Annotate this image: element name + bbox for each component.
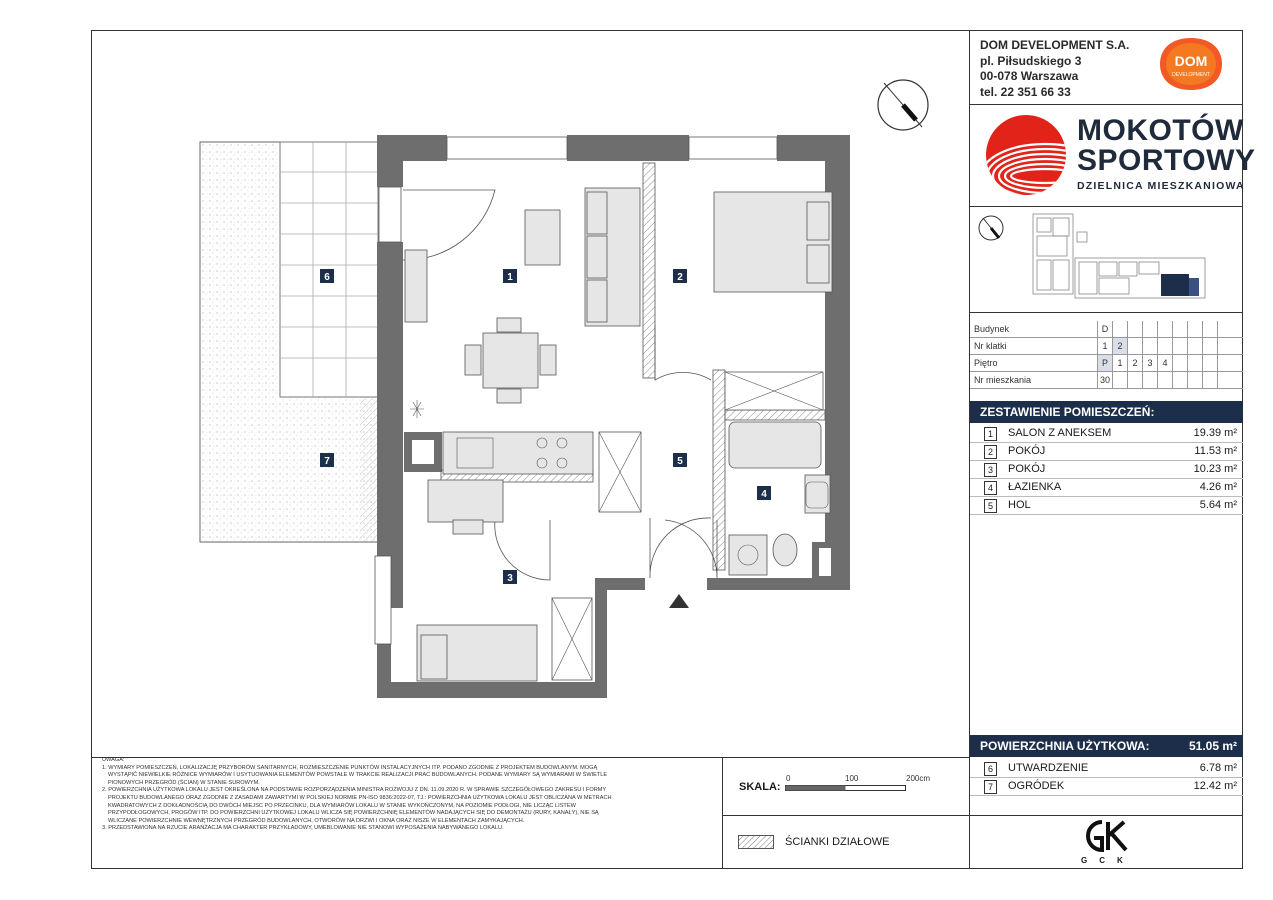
pietro-label: Piętro xyxy=(974,358,998,368)
pietro-2: 2 xyxy=(1127,355,1142,371)
grid-cell xyxy=(1187,321,1202,337)
compass-icon xyxy=(874,78,932,132)
note-line: KWADRATOWYCH Z DOKŁADNOŚCIĄ DO DWÓCH MIEJSC PO PRZECINKU, DLA WYMIARÓW LOKALU W STANIE WYKOŃCZONYM, NA POZIOMIE PODŁOGI, NIE LICZĄC LISTEW xyxy=(108,802,576,809)
extra-area: 6.78 m² xyxy=(1199,762,1237,774)
grid-cell xyxy=(1142,338,1157,354)
keyplan-divider xyxy=(969,312,1243,313)
grid-cell xyxy=(1157,338,1172,354)
room-number: 1 xyxy=(984,427,997,441)
info-row-pietro xyxy=(970,355,1243,372)
grid-cell xyxy=(1172,372,1187,388)
room-area: 11.53 m² xyxy=(1194,445,1237,457)
grid-cell xyxy=(1217,372,1232,388)
grid-cell xyxy=(1112,372,1127,388)
entrance-marker-icon xyxy=(669,594,689,608)
room-area: 10.23 m² xyxy=(1193,463,1237,475)
brand-divider xyxy=(969,206,1243,207)
plan-label-4: 4 xyxy=(761,489,767,500)
grid-cell xyxy=(1217,338,1232,354)
notes-scale-divider xyxy=(722,757,723,869)
grid-cell xyxy=(1187,338,1202,354)
plan-label-3: 3 xyxy=(507,573,513,584)
company-block xyxy=(980,38,1129,100)
room-name: SALON Z ANEKSEM xyxy=(1008,427,1112,439)
note-line: WLICZANE POWIERZCHNIE WEWNĘTRZNYCH PRZEGRÓD BUDOWLANYCH, OTWORÓW NA DRZWI I OKNA ORAZ NISZE W ELEMENTACH ZAMYKAJĄCYCH. xyxy=(108,817,525,824)
grid-cell xyxy=(1217,321,1232,337)
info-row-mieszkanie xyxy=(970,372,1243,389)
company-address1: pl. Piłsudskiego 3 xyxy=(980,53,1082,68)
room-area: 5.64 m² xyxy=(1199,499,1237,511)
floor-plan xyxy=(195,130,855,698)
extra-number: 6 xyxy=(984,762,997,776)
note-line: 1. WYMIARY POMIESZCZEŃ, LOKALIZACJĘ PRZYBORÓW SANITARNYCH, ROZMIESZCZENIE PUNKTÓW INSTALACYJNYCH ITP. PODANO ZGODNIE Z PROJEKTEM BUDOWLANYM. MOGĄ xyxy=(102,764,598,771)
plan-label-2: 2 xyxy=(677,272,683,283)
klatka-label: Nr klatki xyxy=(974,341,1007,351)
grid-cell xyxy=(1202,355,1217,371)
key-plan-compass-icon xyxy=(979,216,1003,240)
room-area: 4.26 m² xyxy=(1199,481,1237,493)
extra-number: 7 xyxy=(984,780,997,794)
total-area-bar xyxy=(970,735,1243,757)
note-line: PIONOWYCH PRZEGRÓD (ŚCIAN) W STANIE SUROWYM. xyxy=(108,779,260,786)
company-name: DOM DEVELOPMENT S.A. xyxy=(980,38,1130,52)
dom-logo-sub: DEVELOPMENT xyxy=(1172,72,1210,78)
plan-label-7: 7 xyxy=(324,456,330,467)
room-row xyxy=(970,460,1243,479)
note-line: 2. POWIERZCHNIA UŻYTKOWA LOKALU JEST OKREŚLONA NA PODSTAWIE ROZPORZĄDZENIA MINISTRA ROZWOJU Z DN. 11.09.2020 R. W SPRAWIE SZCZEGÓŁOWEGO ZAKRESU I FORMY xyxy=(102,787,607,794)
note-line: PRZYPODŁOGOWYCH, PROGÓW ITP. DO POWIERZCHNI UŻYTKOWEJ LOKALU WLICZA SIĘ POWIERZCHNIĘ ELEMENTÓW NADAJĄCYCH SIĘ DO DEMONTAŻU (RURY, KANAŁY), NIE SĄ xyxy=(108,810,599,817)
grid-cell xyxy=(1202,372,1217,388)
company-phone: tel. 22 351 66 33 xyxy=(980,84,1071,99)
grid-cell xyxy=(1142,321,1157,337)
room-name: ŁAZIENKA xyxy=(1008,481,1062,493)
klatka-2: 2 xyxy=(1112,338,1127,354)
room-row xyxy=(970,496,1243,515)
brand-line2: SPORTOWY xyxy=(1077,144,1256,177)
mieszkanie-label: Nr mieszkania xyxy=(974,375,1032,385)
room-number: 5 xyxy=(984,499,997,513)
note-line: PROJEKTU BUDOWLANEGO ORAZ ZGODNIE Z ZASADAMI ZAWARTYMI W POLSKIEJ NORMIE PN-ISO 9836:2022-07, TJ.: POWIERZCHNIA UŻYTKOWA LOKALU JEST OBLICZANA W METRACH xyxy=(108,794,612,801)
info-row-klatka xyxy=(970,338,1243,355)
gck-logo xyxy=(1080,818,1136,854)
header-divider xyxy=(969,104,1243,105)
klatka-1: 1 xyxy=(1097,338,1112,354)
pietro-p: P xyxy=(1097,355,1112,371)
brand-subtitle: DZIELNICA MIESZKANIOWA xyxy=(1077,180,1245,192)
scale-label: SKALA: xyxy=(739,781,781,793)
gck-divider xyxy=(969,815,1243,816)
grid-cell xyxy=(1127,338,1142,354)
grid-cell xyxy=(1172,338,1187,354)
room-row xyxy=(970,424,1243,443)
extra-name: OGRÓDEK xyxy=(1008,780,1065,792)
room-row xyxy=(970,478,1243,497)
room-name: POKÓJ xyxy=(1008,463,1046,475)
notes-title: UWAGA: xyxy=(102,757,125,763)
company-address2: 00-078 Warszawa xyxy=(980,69,1079,83)
room-name: HOL xyxy=(1008,499,1031,511)
extra-area: 12.42 m² xyxy=(1193,780,1237,792)
gck-letters: GCK xyxy=(1081,856,1135,865)
grid-cell xyxy=(1112,321,1127,337)
pietro-1: 1 xyxy=(1112,355,1127,371)
extra-row xyxy=(970,777,1243,796)
plan-label-5: 5 xyxy=(677,456,683,467)
mieszkanie-value: 30 xyxy=(1097,372,1112,388)
plan-label-1: 1 xyxy=(507,272,513,283)
plan-label-6: 6 xyxy=(324,272,330,283)
grid-cell xyxy=(1127,372,1142,388)
brand-title xyxy=(1077,116,1255,176)
legend-label: ŚCIANKI DZIAŁOWE xyxy=(785,836,890,848)
total-label: POWIERZCHNIA UŻYTKOWA: xyxy=(980,739,1150,753)
room-row xyxy=(970,442,1243,461)
grid-cell xyxy=(1142,372,1157,388)
room-number: 3 xyxy=(984,463,997,477)
scale-100: 100 xyxy=(845,774,859,783)
scale-bar xyxy=(785,784,911,792)
grid-cell xyxy=(1157,321,1172,337)
scale-200: 200cm xyxy=(906,774,931,783)
grid-cell xyxy=(1202,338,1217,354)
mokotow-emblem-icon xyxy=(985,114,1067,196)
scale-0: 0 xyxy=(786,774,791,783)
budynek-value: D xyxy=(1097,321,1112,337)
rooms-heading: ZESTAWIENIE POMIESZCZEŃ: xyxy=(970,401,1243,423)
note-line: 3. PRZEDSTAWIONA NA RZUCIE ARANŻACJA MA CHARAKTER PRZYKŁADOWY, UMEBLOWANIE NIE STANOWI WYPOSAŻENIA NABYWANEGO LOKALU. xyxy=(102,825,504,832)
grid-cell xyxy=(1127,321,1142,337)
budynek-label: Budynek xyxy=(974,324,1010,334)
room-name: POKÓJ xyxy=(1008,445,1046,457)
grid-cell xyxy=(1187,355,1202,371)
grid-cell xyxy=(1187,372,1202,388)
partition-wall-swatch xyxy=(738,835,774,849)
dom-logo-text: DOM xyxy=(1174,53,1208,69)
notes-block xyxy=(102,757,716,833)
grid-cell xyxy=(1172,355,1187,371)
pietro-3: 3 xyxy=(1142,355,1157,371)
room-number: 4 xyxy=(984,481,997,495)
info-row-budynek xyxy=(970,321,1243,338)
dom-development-logo xyxy=(1158,36,1224,92)
brand-line1: MOKOTÓW xyxy=(1077,114,1244,147)
room-number: 2 xyxy=(984,445,997,459)
grid-cell xyxy=(1202,321,1217,337)
key-plan xyxy=(975,208,1240,310)
note-line: WYSTĄPIĆ NIEWIELKIE RÓŻNICE WYMIARÓW I USYTUOWANIA ELEMENTÓW POWSTAŁE W TRAKCIE REALIZACJI PRAC BUDOWLANYCH. PODANE WYMIARY SĄ WYMIARAMI W ŚWIETLE xyxy=(108,772,608,779)
grid-cell xyxy=(1157,372,1172,388)
pietro-4: 4 xyxy=(1157,355,1172,371)
scale-legend-divider xyxy=(722,815,970,816)
extra-row xyxy=(970,759,1243,778)
extra-name: UTWARDZENIE xyxy=(1008,762,1089,774)
grid-cell xyxy=(1217,355,1232,371)
total-value: 51.05 m² xyxy=(1188,739,1237,753)
grid-cell xyxy=(1172,321,1187,337)
room-area: 19.39 m² xyxy=(1193,427,1237,439)
